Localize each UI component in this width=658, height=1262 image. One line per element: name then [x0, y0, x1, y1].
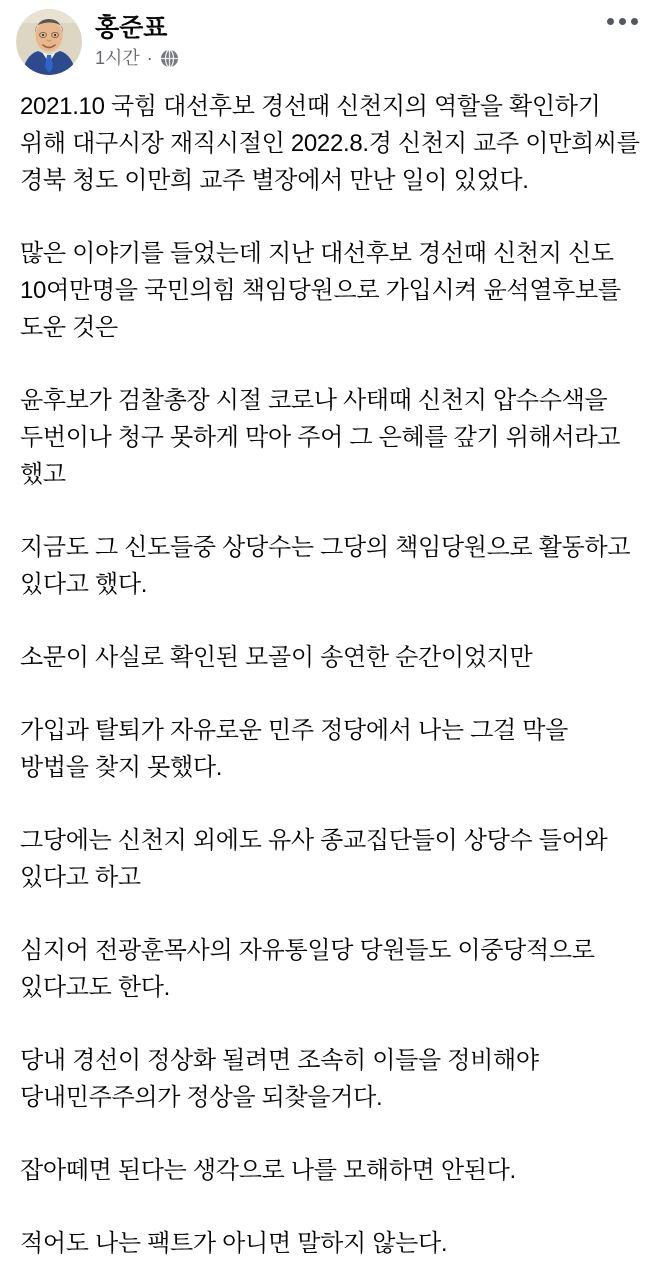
- post-body: [0, 75, 658, 1262]
- profile-photo-icon: [16, 9, 82, 75]
- post-header-info: [95, 9, 179, 68]
- globe-icon: [160, 49, 179, 68]
- post-paragraph: 윤후보가 검찰총장 시절 코로나 사태때 신천지 압수수색을 두번이나 청구 못하게 막아 주어 그 은혜를 갚기 위해서라고 했고: [20, 387, 621, 488]
- post-paragraph: 심지어 전광훈목사의 자유통일당 당원들도 이중당적으로 있다고도 한다.: [20, 937, 595, 1001]
- post-paragraph: 소문이 사실로 확인된 모골이 송연한 순간이었지만: [20, 644, 533, 671]
- post-paragraph: 적어도 나는 팩트가 아니면 말하지 않는다.: [20, 1230, 448, 1257]
- meta-separator: ·: [146, 48, 153, 69]
- post-paragraph: 지금도 그 신도들중 상당수는 그당의 책임당원으로 활동하고 있다고 했다.: [20, 534, 631, 598]
- post-paragraph: 많은 이야기를 들었는데 지난 대선후보 경선때 신천지 신도 10여만명을 국민의힘 책임당원으로 가입시켜 윤석열후보를 도운 것은: [20, 240, 621, 341]
- ellipsis-icon: [631, 18, 638, 25]
- post-menu-button[interactable]: [605, 12, 640, 31]
- timestamp[interactable]: 1시간: [95, 48, 140, 69]
- avatar[interactable]: [16, 9, 82, 75]
- ellipsis-icon: [619, 18, 626, 25]
- post-paragraph: 당내 경선이 정상화 될려면 조속히 이들을 정비해야 당내민주주의가 정상을 되찾을거다.: [20, 1047, 539, 1111]
- post-paragraph: 2021.10 국힘 대선후보 경선때 신천지의 역할을 확인하기 위해 대구시장 재직시절인 2022.8.경 신천지 교주 이만희씨를 경북 청도 이만희 교주 별장에서 만난 일이 있었다.: [20, 93, 640, 194]
- author-name[interactable]: 홍준표: [95, 14, 168, 42]
- post-meta: [95, 49, 179, 68]
- post-paragraph: 가입과 탈퇴가 자유로운 민주 정당에서 나는 그걸 막을 방법을 찾지 못했다.: [20, 717, 569, 781]
- ellipsis-icon: [607, 18, 614, 25]
- post-header: [0, 0, 658, 75]
- post-paragraph: 그당에는 신천지 외에도 유사 종교집단들이 상당수 들어와 있다고 하고: [20, 827, 608, 891]
- post-paragraph: 잡아떼면 된다는 생각으로 나를 모해하면 안된다.: [20, 1157, 516, 1184]
